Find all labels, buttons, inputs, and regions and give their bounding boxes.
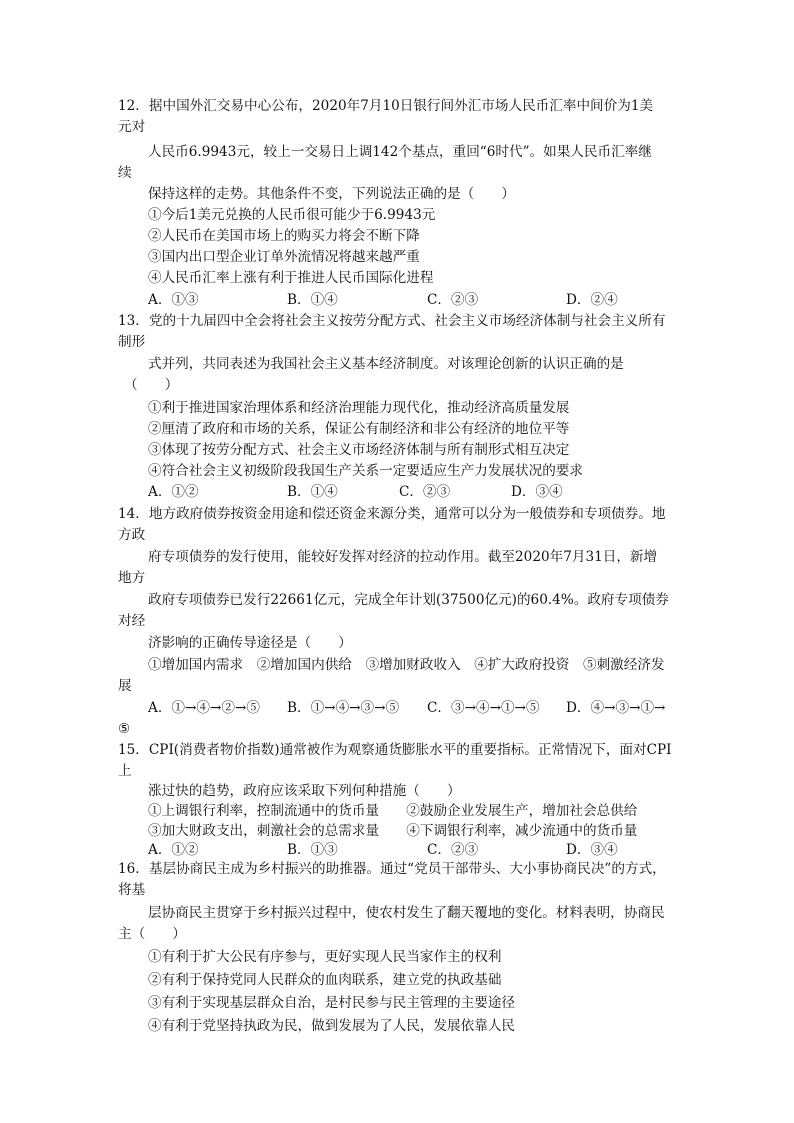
question-16-statement: ③有利于实现基层群众自治，是村民参与民主管理的主要途径	[148, 995, 516, 1011]
question-12-option-c[interactable]: C．②③	[427, 292, 479, 308]
question-15-stem-line: 15．CPI(消费者物价指数)通常被作为观察通货膨胀水平的重要指标。正常情况下，面对CPI	[118, 742, 672, 758]
question-12-stem-line: 续	[118, 165, 132, 181]
question-13-option-a[interactable]: A．①②	[148, 484, 199, 500]
question-16-stem-line: 16．基层协商民主成为乡村振兴的助推器。通过“党员干部带头、大小事协商民决”的方式，	[118, 861, 666, 877]
question-14-statements: 展	[118, 678, 132, 694]
question-12-option-a[interactable]: A．①③	[148, 292, 199, 308]
question-14-stem-line: 府专项债券的发行使用，能较好发挥对经济的拉动作用。截至2020年7月31日，新增	[148, 549, 658, 565]
question-13-option-c[interactable]: C．②③	[399, 484, 451, 500]
question-15-option-a[interactable]: A．①②	[148, 842, 199, 858]
question-16-statement: ②有利于保持党同人民群众的血肉联系，建立党的执政基础	[148, 972, 502, 988]
question-13-stem-line: （ ）	[124, 377, 179, 393]
question-12-statement: ②人民币在美国市场上的购买力将会不断下降	[148, 228, 420, 244]
question-13-statement: ③体现了按劳分配方式、社会主义市场经济体制与所有制形式相互决定	[148, 442, 570, 458]
question-14-stem-line: 方政	[118, 527, 146, 543]
question-14-statements: ①增加国内需求 ②增加国内供给 ③增加财政收入 ④扩大政府投资 ⑤刺激经济发	[148, 657, 665, 673]
question-16-statement: ①有利于扩大公民有序参与，更好实现人民当家作主的权利	[148, 949, 502, 965]
question-12-statement: ④人民币汇率上涨有利于推进人民币国际化进程	[148, 270, 434, 286]
question-16-stem-line: 层协商民主贯穿于乡村振兴过程中，使农村发生了翻天覆地的变化。材料表明，协商民	[148, 905, 665, 921]
question-15-stem-line: 涨过快的趋势，政府应该采取下列何种措施（ ）	[148, 783, 461, 799]
question-14-option-d[interactable]: D．④→③→①→	[566, 700, 666, 716]
question-12-stem-line: 保持这样的走势。其他条件不变，下列说法正确的是（ ）	[148, 186, 516, 202]
question-13-option-d[interactable]: D．③④	[511, 484, 563, 500]
question-12-statement: ①今后1美元兑换的人民币很可能少于6.9943元	[148, 207, 436, 223]
question-13-stem-line: 式并列，共同表述为我国社会主义基本经济制度。对该理论创新的认识正确的是	[148, 356, 624, 372]
question-13-stem-line: 制形	[118, 334, 146, 350]
question-14-stem-line: 济影响的正确传导途径是（ ）	[148, 635, 352, 651]
question-15-statements: ③加大财政支出，刺激社会的总需求量 ④下调银行利率，减少流通中的货币量	[148, 823, 638, 839]
question-15-statements: ①上调银行利率，控制流通中的货币量 ②鼓励企业发展生产，增加社会总供给	[148, 803, 638, 819]
question-13-statement: ②厘清了政府和市场的关系，保证公有制经济和非公有经济的地位平等	[148, 421, 570, 437]
question-14-stem-line: 地方	[118, 570, 146, 586]
question-16-statement: ④有利于党坚持执政为民，做到发展为了人民，发展依靠人民	[148, 1018, 516, 1034]
question-14-option-b[interactable]: B．①→④→③→⑤	[287, 700, 400, 716]
question-14-stem-line: 14．地方政府债券按资金用途和偿还资金来源分类，通常可以分为一般债券和专项债券。地	[118, 506, 666, 522]
question-13-option-b[interactable]: B．①④	[287, 484, 338, 500]
question-12-stem-line: 元对	[118, 119, 146, 135]
question-14-option-d-continued: ⑤	[118, 721, 131, 737]
question-15-option-d[interactable]: D．③④	[566, 842, 618, 858]
question-14-option-c[interactable]: C．③→④→①→⑤	[427, 700, 540, 716]
question-14-stem-line: 政府专项债券已发行22661亿元，完成全年计划(37500亿元)的60.4%。政府专项债券	[148, 592, 669, 608]
question-15-option-c[interactable]: C．②③	[427, 842, 479, 858]
question-15-stem-line: 上	[118, 763, 132, 779]
question-12-stem-line: 人民币6.9943元，较上一交易日上调142个基点，重回“6时代”。如果人民币汇率继	[148, 144, 652, 160]
question-13-statement: ①利于推进国家治理体系和经济治理能力现代化，推动经济高质量发展	[148, 400, 570, 416]
question-14-stem-line: 对经	[118, 613, 146, 629]
question-12-option-b[interactable]: B．①④	[287, 292, 338, 308]
question-12-stem-line: 12．据中国外汇交易中心公布，2020年7月10日银行间外汇市场人民币汇率中间价为1美	[118, 98, 654, 114]
question-16-stem-line: 主（ ）	[118, 926, 186, 942]
question-12-option-d[interactable]: D．②④	[566, 292, 618, 308]
question-16-stem-line: 将基	[118, 882, 146, 898]
question-15-option-b[interactable]: B．①③	[287, 842, 338, 858]
question-14-option-a[interactable]: A．①→④→②→⑤	[148, 700, 260, 716]
question-13-stem-line: 13．党的十九届四中全会将社会主义按劳分配方式、社会主义市场经济体制与社会主义所有	[118, 313, 666, 329]
question-13-statement: ④符合社会主义初级阶段我国生产关系一定要适应生产力发展状况的要求	[148, 463, 583, 479]
question-12-statement: ③国内出口型企业订单外流情况将越来越严重	[148, 249, 420, 265]
